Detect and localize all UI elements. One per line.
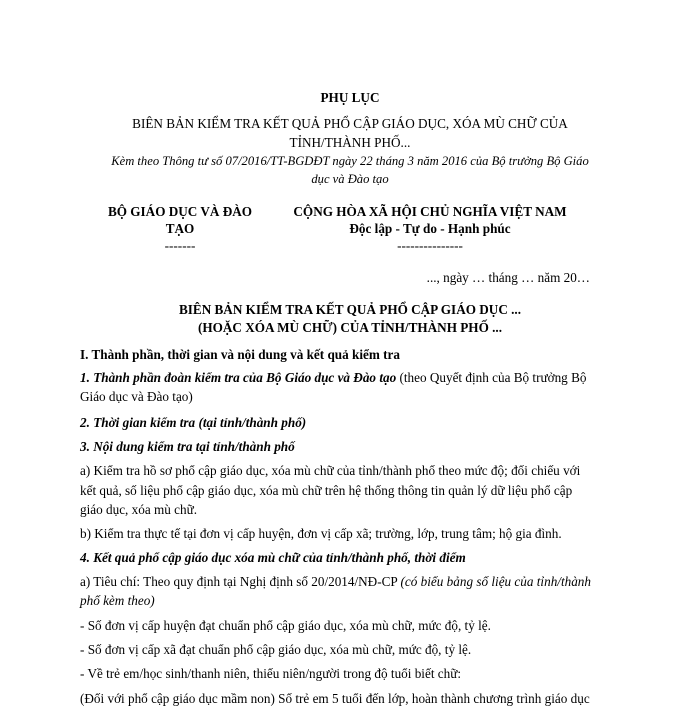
item4-bullet1: - Số đơn vị cấp huyện đạt chuẩn phổ cập giáo dục, xóa mù chữ, mức độ, tỷ lệ. (80, 618, 491, 633)
section-one-heading: I. Thành phần, thời gian và nội dung và kết quả kiểm tra (80, 347, 400, 362)
form-title-line1: BIÊN BẢN KIỂM TRA KẾT QUẢ PHỔ CẬP GIÁO DỤC, XÓA MÙ CHỮ CỦA (132, 116, 568, 131)
item3-para-a-line3: giáo dục, xóa mù chữ. (80, 502, 198, 517)
agency-name-line1: BỘ GIÁO DỤC VÀ ĐÀO (107, 204, 253, 219)
item4-title: 4. Kết quả phổ cập giáo dục xóa mù chữ của tỉnh/thành phố, thời điểm (80, 550, 466, 565)
item1-note-line1: (theo Quyết định của Bộ trưởng Bộ (396, 370, 587, 385)
item4-criteria-line1 (80, 572, 591, 591)
item1-paragraph (80, 368, 620, 387)
agency-name-line2: TẠO (165, 221, 195, 236)
item4-criteria-plain: a) Tiêu chí: Theo quy định tại Nghị định số 20/2014/NĐ-CP (80, 574, 401, 589)
item1-note-line2: Giáo dục và Đào tạo) (80, 389, 193, 404)
date-line: ..., ngày … tháng … năm 20… (426, 270, 590, 285)
item4-criteria-italic-line1: (có biểu bảng số liệu của tỉnh/thành (400, 574, 591, 589)
item3-title: 3. Nội dung kiểm tra tại tỉnh/thành phố (80, 439, 295, 454)
nation-name: CỘNG HÒA XÃ HỘI CHỦ NGHĨA VIỆT NAM (293, 204, 567, 219)
form-title-line2: TỈNH/THÀNH PHỐ... (289, 135, 411, 150)
nation-motto: Độc lập - Tự do - Hạnh phúc (349, 221, 511, 236)
item3-para-a-line1: a) Kiểm tra hồ sơ phổ cập giáo dục, xóa mù chữ của tỉnh/thành phố theo mức độ; đối chiếu với (80, 463, 581, 478)
nation-divider: --------------- (397, 238, 463, 253)
agency-divider: ------- (164, 238, 196, 253)
item1-title: 1. Thành phần đoàn kiểm tra của Bộ Giáo dục và Đào tạo (80, 370, 397, 385)
item4-criteria-italic-line2: phố kèm theo) (80, 593, 155, 608)
item4-bullet3: - Về trẻ em/học sinh/thanh niên, thiếu niên/người trong độ tuổi biết chữ: (80, 666, 462, 681)
item3-para-b: b) Kiểm tra thực tế tại đơn vị cấp huyện, đơn vị cấp xã; trường, lớp, trung tâm; hộ gia đình. (80, 526, 562, 541)
report-title-line2: (HOẶC XÓA MÙ CHỮ) CỦA TỈNH/THÀNH PHỐ ... (197, 320, 503, 335)
item4-cut-line: (Đối với phổ cập giáo dục mầm non) Số trẻ em 5 tuổi đến lớp, hoàn thành chương trình giáo dục (80, 691, 590, 706)
appendix-label: PHỤ LỤC (320, 90, 380, 105)
issued-with-line1: Kèm theo Thông tư số 07/2016/TT-BGDĐT ngày 22 tháng 3 năm 2016 của Bộ trưởng Bộ Giáo (111, 154, 589, 168)
item2-title: 2. Thời gian kiểm tra (tại tỉnh/thành phố) (80, 415, 307, 430)
report-title-line1: BIÊN BẢN KIỂM TRA KẾT QUẢ PHỔ CẬP GIÁO DỤC ... (178, 302, 522, 317)
item4-bullet2: - Số đơn vị cấp xã đạt chuẩn phổ cập giáo dục, xóa mù chữ, mức độ, tỷ lệ. (80, 642, 472, 657)
item3-para-a-line2: kết quả, số liệu phổ cập giáo dục, xóa mù chữ trên hệ thống thông tin quản lý dữ liệu phổ cập (80, 483, 573, 498)
issued-with-line2: dục và Đào tạo (311, 172, 389, 186)
